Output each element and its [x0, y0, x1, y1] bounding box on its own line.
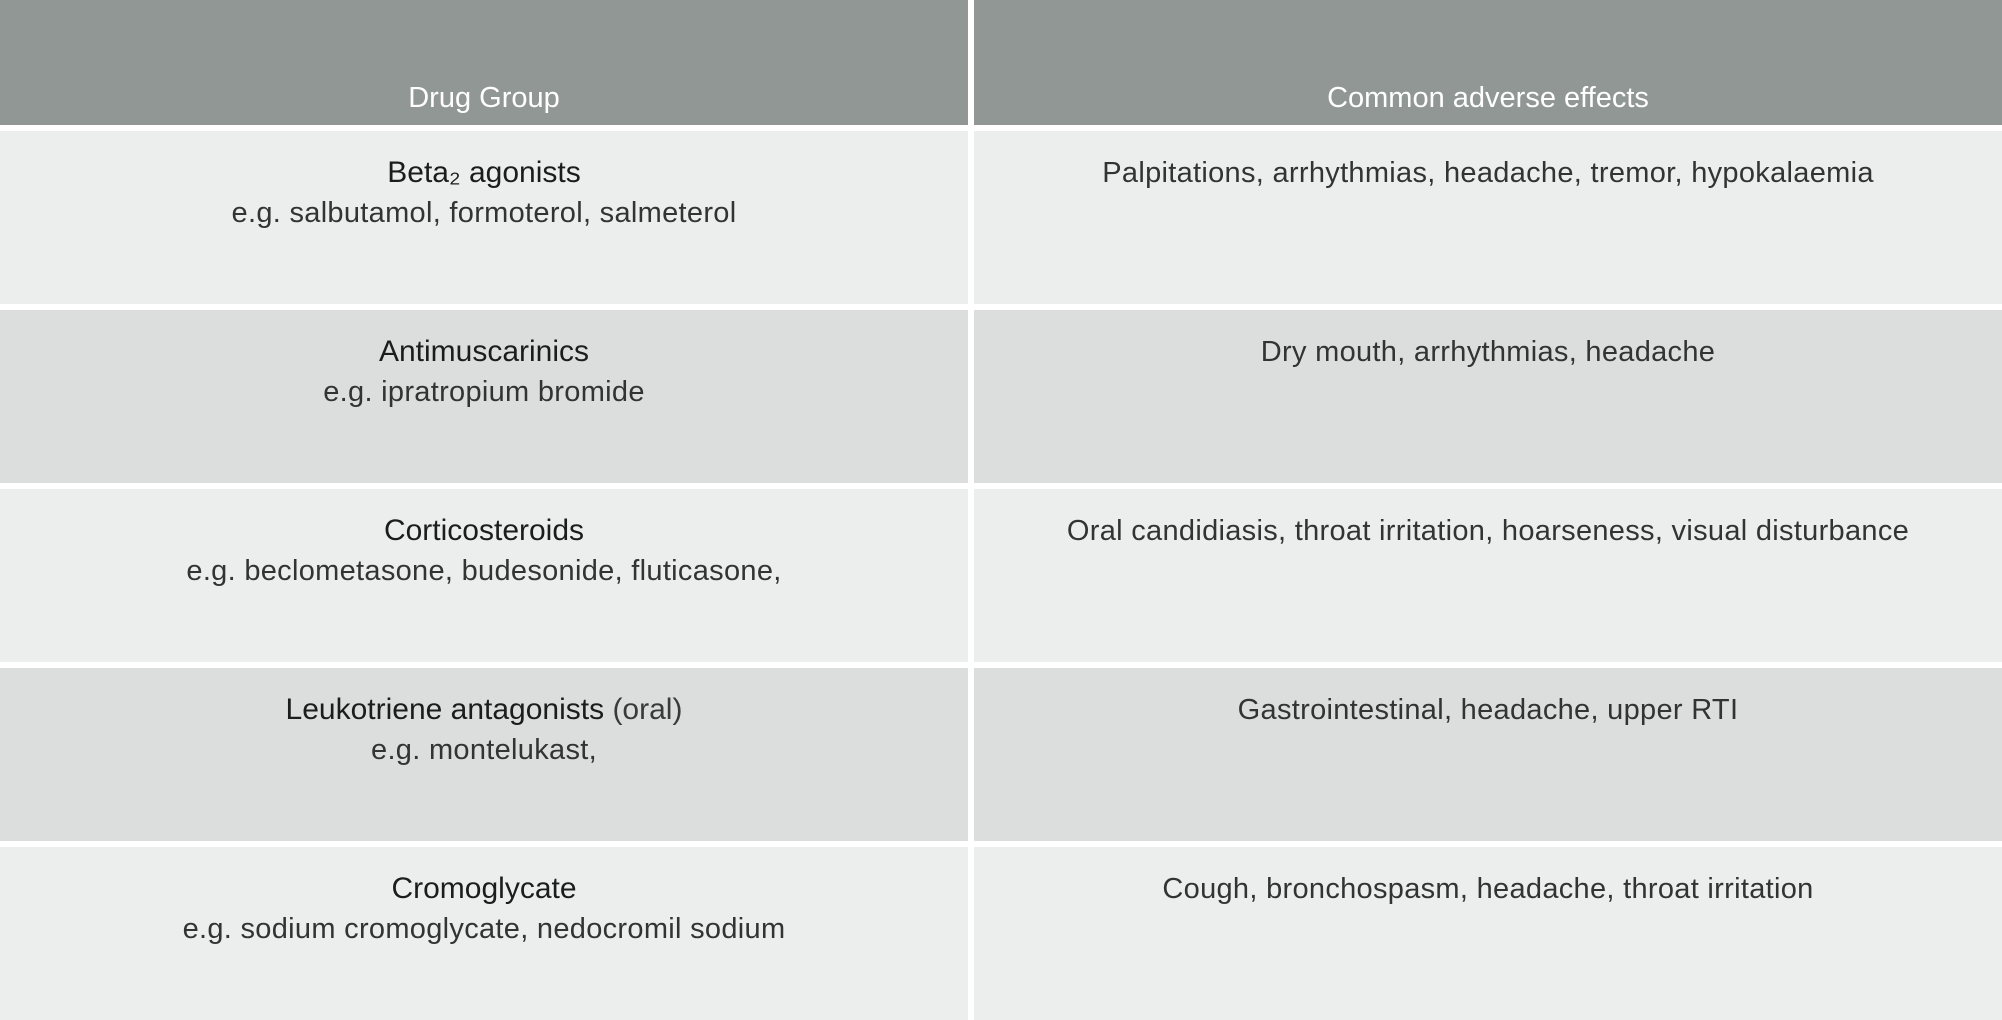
drug-group-qualifier: (oral) [604, 693, 683, 726]
drug-group-title: Cromoglycate [391, 872, 577, 905]
table-row-beta2-agonists-effects [974, 131, 2002, 304]
drug-group-name [0, 153, 968, 193]
table-row-beta2-agonists-group [0, 131, 968, 304]
header-adverse-effects-label: Common adverse effects [1327, 82, 1649, 114]
table-row-corticosteroids-group [0, 489, 968, 662]
table-row-antimuscarinics-group [0, 310, 968, 483]
drug-group-name [0, 511, 968, 551]
drug-group-examples: e.g. montelukast, [371, 734, 597, 766]
adverse-effects-text: Palpitations, arrhythmias, headache, tremor, hypokalaemia [1102, 157, 1874, 189]
table-row-leukotriene-antagonists-group [0, 668, 968, 841]
drug-group-title: Leukotriene antagonists [285, 693, 605, 726]
drug-group-examples: e.g. salbutamol, formoterol, salmeterol [231, 197, 737, 229]
drug-group-name [0, 690, 968, 730]
drug-group-examples: e.g. sodium cromoglycate, nedocromil sodium [182, 913, 786, 945]
drug-group-name [0, 869, 968, 909]
drug-group-title: Corticosteroids [383, 514, 585, 547]
table-row-corticosteroids-effects [974, 489, 2002, 662]
drug-group-examples: e.g. ipratropium bromide [323, 376, 645, 408]
drug-group-title: Antimuscarinics [378, 335, 590, 368]
header-drug-group-label: Drug Group [408, 82, 560, 114]
drug-group-examples: e.g. beclometasone, budesonide, fluticasone, [186, 555, 782, 587]
table-row-cromoglycate-group [0, 847, 968, 1020]
header-adverse-effects [974, 0, 2002, 125]
adverse-effects-text: Gastrointestinal, headache, upper RTI [1237, 694, 1739, 726]
drug-group-name [0, 332, 968, 372]
table-row-antimuscarinics-effects [974, 310, 2002, 483]
adverse-effects-text: Dry mouth, arrhythmias, headache [1260, 336, 1716, 368]
header-drug-group [0, 0, 968, 125]
adverse-effects-text: Oral candidiasis, throat irritation, hoarseness, visual disturbance [1066, 515, 1910, 547]
table-row-leukotriene-antagonists-effects [974, 668, 2002, 841]
drug-group-title: Beta₂ agonists [387, 156, 581, 189]
table-row-cromoglycate-effects [974, 847, 2002, 1020]
adverse-effects-text: Cough, bronchospasm, headache, throat irritation [1162, 873, 1814, 905]
